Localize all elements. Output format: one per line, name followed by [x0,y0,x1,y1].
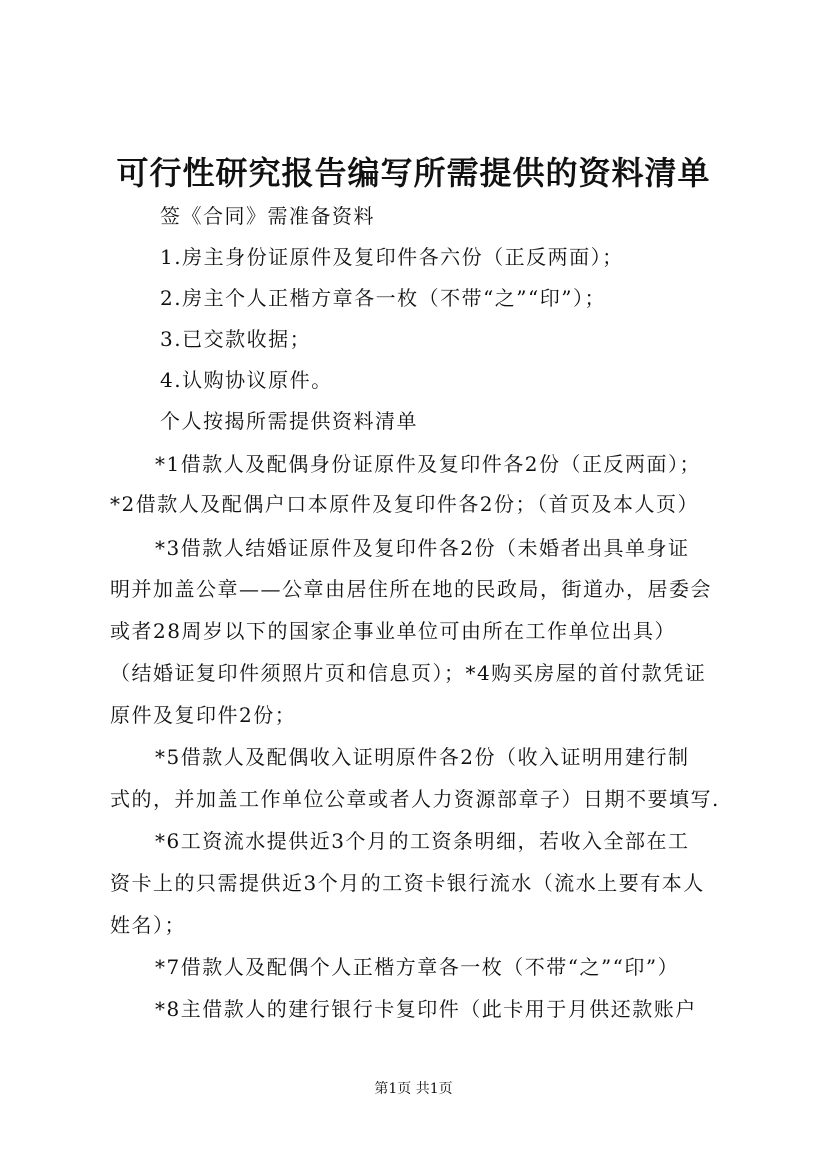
paragraph-line: 原件及复印件2份； [110,703,297,727]
section-heading-contract: 签《合同》需准备资料 [160,204,375,228]
paragraph-line: *7借款人及配偶个人正楷方章各一枚（不带“之”“印”） [155,955,680,979]
paragraph-line: *2借款人及配偶户口本原件及复印件各2份；（首页及本人页） [110,492,699,516]
section-heading-mortgage: 个人按揭所需提供资料清单 [160,409,418,433]
page-footer: 第1页 共1页 [374,1081,453,1097]
document-title: 可行性研究报告编写所需提供的资料清单 [116,154,711,192]
paragraph-line: 1.房主身份证原件及复印件各六份（正反两面）； [160,245,624,269]
paragraph-line: 或者28周岁以下的国家企事业单位可由所在工作单位出具） [110,619,676,643]
paragraph-line: 资卡上的只需提供近3个月的工资卡银行流水（流水上要有本人 [110,871,705,895]
paragraph-line: *3借款人结婚证原件及复印件各2份（未婚者出具单身证 [155,536,690,560]
paragraph-line: *5借款人及配偶收入证明原件各2份（收入证明用建行制 [155,745,690,769]
paragraph-line: 姓名）； [110,913,186,937]
paragraph-line: 4.认购协议原件。 [160,368,333,392]
paragraph-line: *6工资流水提供近3个月的工资条明细，若收入全部在工 [155,829,690,853]
paragraph-line: 式的，并加盖工作单位公章或者人力资源部章子）日期不要填写. [110,787,720,811]
paragraph-line: *1借款人及配偶身份证原件及复印件各2份（正反两面）； [155,452,701,476]
paragraph-line: （结婚证复印件须照片页和信息页）；*4购买房屋的首付款凭证 [110,661,707,685]
paragraph-line: *8主借款人的建行银行卡复印件（此卡用于月供还款账户 [155,997,697,1021]
paragraph-line: 3.已交款收据； [160,327,312,351]
paragraph-line: 明并加盖公章——公章由居住所在地的民政局，街道办，居委会 [110,577,712,601]
paragraph-line: 2.房主个人正楷方章各一枚（不带“之”“印”）； [160,286,606,310]
